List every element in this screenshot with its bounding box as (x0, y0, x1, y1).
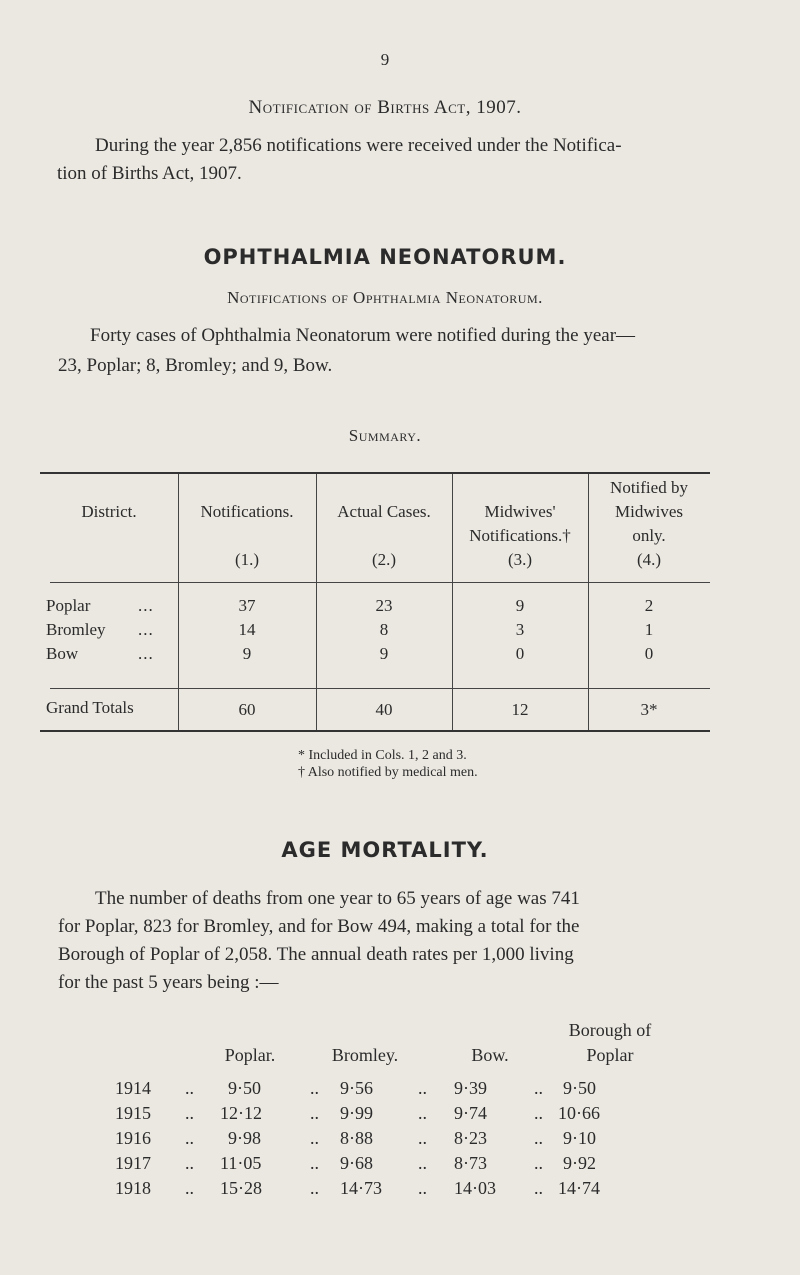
mortality-header-bromley: Bromley. (331, 1045, 399, 1065)
mortality-bromley: 9·56 (340, 1078, 373, 1098)
mortality-header-poplar: Poplar. (224, 1045, 276, 1065)
mortality-header-bow: Bow. (471, 1045, 509, 1065)
footnote-included: * Included in Cols. 1, 2 and 3. (298, 748, 467, 763)
totals-label: Grand Totals (46, 698, 134, 717)
totals-c3: 12 (511, 700, 529, 719)
row-c4: 2 (644, 596, 654, 615)
summary-title: Summary. (348, 426, 422, 445)
mortality-poplar: 12·12 (220, 1103, 262, 1123)
header-notified-line2: Midwives (615, 502, 683, 521)
mortality-bow: 9·39 (454, 1078, 487, 1098)
row-district: Bromley (46, 620, 106, 639)
header-midwives-line2: Notifications.† (469, 526, 571, 545)
table-top-rule (40, 472, 710, 474)
births-act-title: Notification of Births Act, 1907. (248, 97, 522, 118)
mortality-year: 1915 (115, 1103, 151, 1123)
age-mortality-heading: AGE MORTALITY. (281, 838, 489, 862)
table-totals-rule (50, 688, 710, 689)
mortality-bow: 8·73 (454, 1153, 487, 1173)
mortality-bow: 14·03 (454, 1178, 496, 1198)
mortality-bromley: 8·88 (340, 1128, 373, 1148)
mortality-text-line1: The number of deaths from one year to 65 years of age was 741 (95, 888, 580, 909)
row-c4: 1 (644, 620, 654, 639)
mortality-year: 1917 (115, 1153, 151, 1173)
totals-c1: 60 (238, 700, 256, 719)
mortality-bow: 8·23 (454, 1128, 487, 1148)
header-col4-number: (4.) (636, 550, 662, 569)
row-district: Poplar (46, 596, 91, 615)
leader-dots: .. (534, 1128, 543, 1148)
leader-dots: .. (418, 1128, 427, 1148)
totals-c4: 3* (640, 700, 658, 719)
leader-dots: .. (185, 1128, 194, 1148)
row-c3: 3 (515, 620, 525, 639)
row-district: Bow (46, 644, 79, 663)
header-district: District. (81, 502, 137, 521)
mortality-year: 1916 (115, 1128, 151, 1148)
leader-dots: .. (310, 1103, 319, 1123)
mortality-header-borough-line1: Borough of (568, 1020, 652, 1040)
mortality-borough: 10·66 (558, 1103, 600, 1123)
header-notified-line3: only. (632, 526, 666, 545)
header-actual-cases: Actual Cases. (337, 502, 431, 521)
totals-c2: 40 (375, 700, 393, 719)
leader-dots: .. (310, 1128, 319, 1148)
mortality-borough: 14·74 (558, 1178, 600, 1198)
header-notifications: Notifications. (200, 502, 294, 521)
births-act-text-line2: tion of Births Act, 1907. (57, 163, 242, 184)
mortality-text-line3: Borough of Poplar of 2,058. The annual death rates per 1,000 living (58, 944, 574, 965)
row-c3: 9 (515, 596, 525, 615)
leader-dots: .. (185, 1078, 194, 1098)
mortality-poplar: 9·50 (228, 1078, 261, 1098)
mortality-borough: 9·50 (563, 1078, 596, 1098)
table-header-rule (50, 582, 710, 583)
header-col3-number: (3.) (507, 550, 533, 569)
leader-dots: .. (534, 1153, 543, 1173)
row-c2: 8 (379, 620, 389, 639)
row-c1: 37 (238, 596, 256, 615)
ophthalmia-heading: OPHTHALMIA NEONATORUM. (203, 245, 567, 269)
row-dots: ... (138, 620, 154, 639)
summary-table (40, 462, 710, 742)
mortality-bromley: 9·99 (340, 1103, 373, 1123)
header-midwives-line1: Midwives' (484, 502, 556, 521)
header-col2-number: (2.) (371, 550, 397, 569)
ophthalmia-text-line1: Forty cases of Ophthalmia Neonatorum were notified during the year— (90, 325, 636, 346)
leader-dots: .. (418, 1178, 427, 1198)
leader-dots: .. (418, 1153, 427, 1173)
row-c2: 23 (375, 596, 393, 615)
header-notified-line1: Notified by (610, 478, 688, 497)
mortality-poplar: 11·05 (220, 1153, 262, 1173)
mortality-text-line2: for Poplar, 823 for Bromley, and for Bow 494, making a total for the (58, 916, 580, 937)
row-c4: 0 (644, 644, 654, 663)
row-c1: 14 (238, 620, 256, 639)
header-col1-number: (1.) (234, 550, 260, 569)
row-dots: ... (138, 644, 154, 663)
mortality-year: 1914 (115, 1078, 151, 1098)
leader-dots: .. (534, 1078, 543, 1098)
ophthalmia-subtitle: Notifications of Ophthalmia Neonatorum. (227, 288, 543, 307)
mortality-year: 1918 (115, 1178, 151, 1198)
mortality-bromley: 9·68 (340, 1153, 373, 1173)
leader-dots: .. (185, 1103, 194, 1123)
leader-dots: .. (310, 1078, 319, 1098)
mortality-poplar: 9·98 (228, 1128, 261, 1148)
leader-dots: .. (534, 1178, 543, 1198)
row-dots: ... (138, 596, 154, 615)
row-c1: 9 (242, 644, 252, 663)
row-c2: 9 (379, 644, 389, 663)
mortality-poplar: 15·28 (220, 1178, 262, 1198)
leader-dots: .. (418, 1078, 427, 1098)
page-number: 9 (380, 50, 390, 69)
mortality-borough: 9·10 (563, 1128, 596, 1148)
births-act-text-line1: During the year 2,856 notifications were received under the Notifica- (95, 135, 622, 156)
leader-dots: .. (310, 1153, 319, 1173)
mortality-text-line4: for the past 5 years being :— (58, 972, 279, 993)
leader-dots: .. (418, 1103, 427, 1123)
ophthalmia-text-line2: 23, Poplar; 8, Bromley; and 9, Bow. (58, 355, 333, 376)
footnote-medical: † Also notified by medical men. (298, 765, 478, 780)
row-c3: 0 (515, 644, 525, 663)
leader-dots: .. (185, 1153, 194, 1173)
leader-dots: .. (185, 1178, 194, 1198)
mortality-header-borough-line2: Poplar (586, 1045, 634, 1065)
leader-dots: .. (310, 1178, 319, 1198)
mortality-bromley: 14·73 (340, 1178, 382, 1198)
mortality-borough: 9·92 (563, 1153, 596, 1173)
mortality-bow: 9·74 (454, 1103, 487, 1123)
table-bottom-rule (40, 730, 710, 732)
leader-dots: .. (534, 1103, 543, 1123)
